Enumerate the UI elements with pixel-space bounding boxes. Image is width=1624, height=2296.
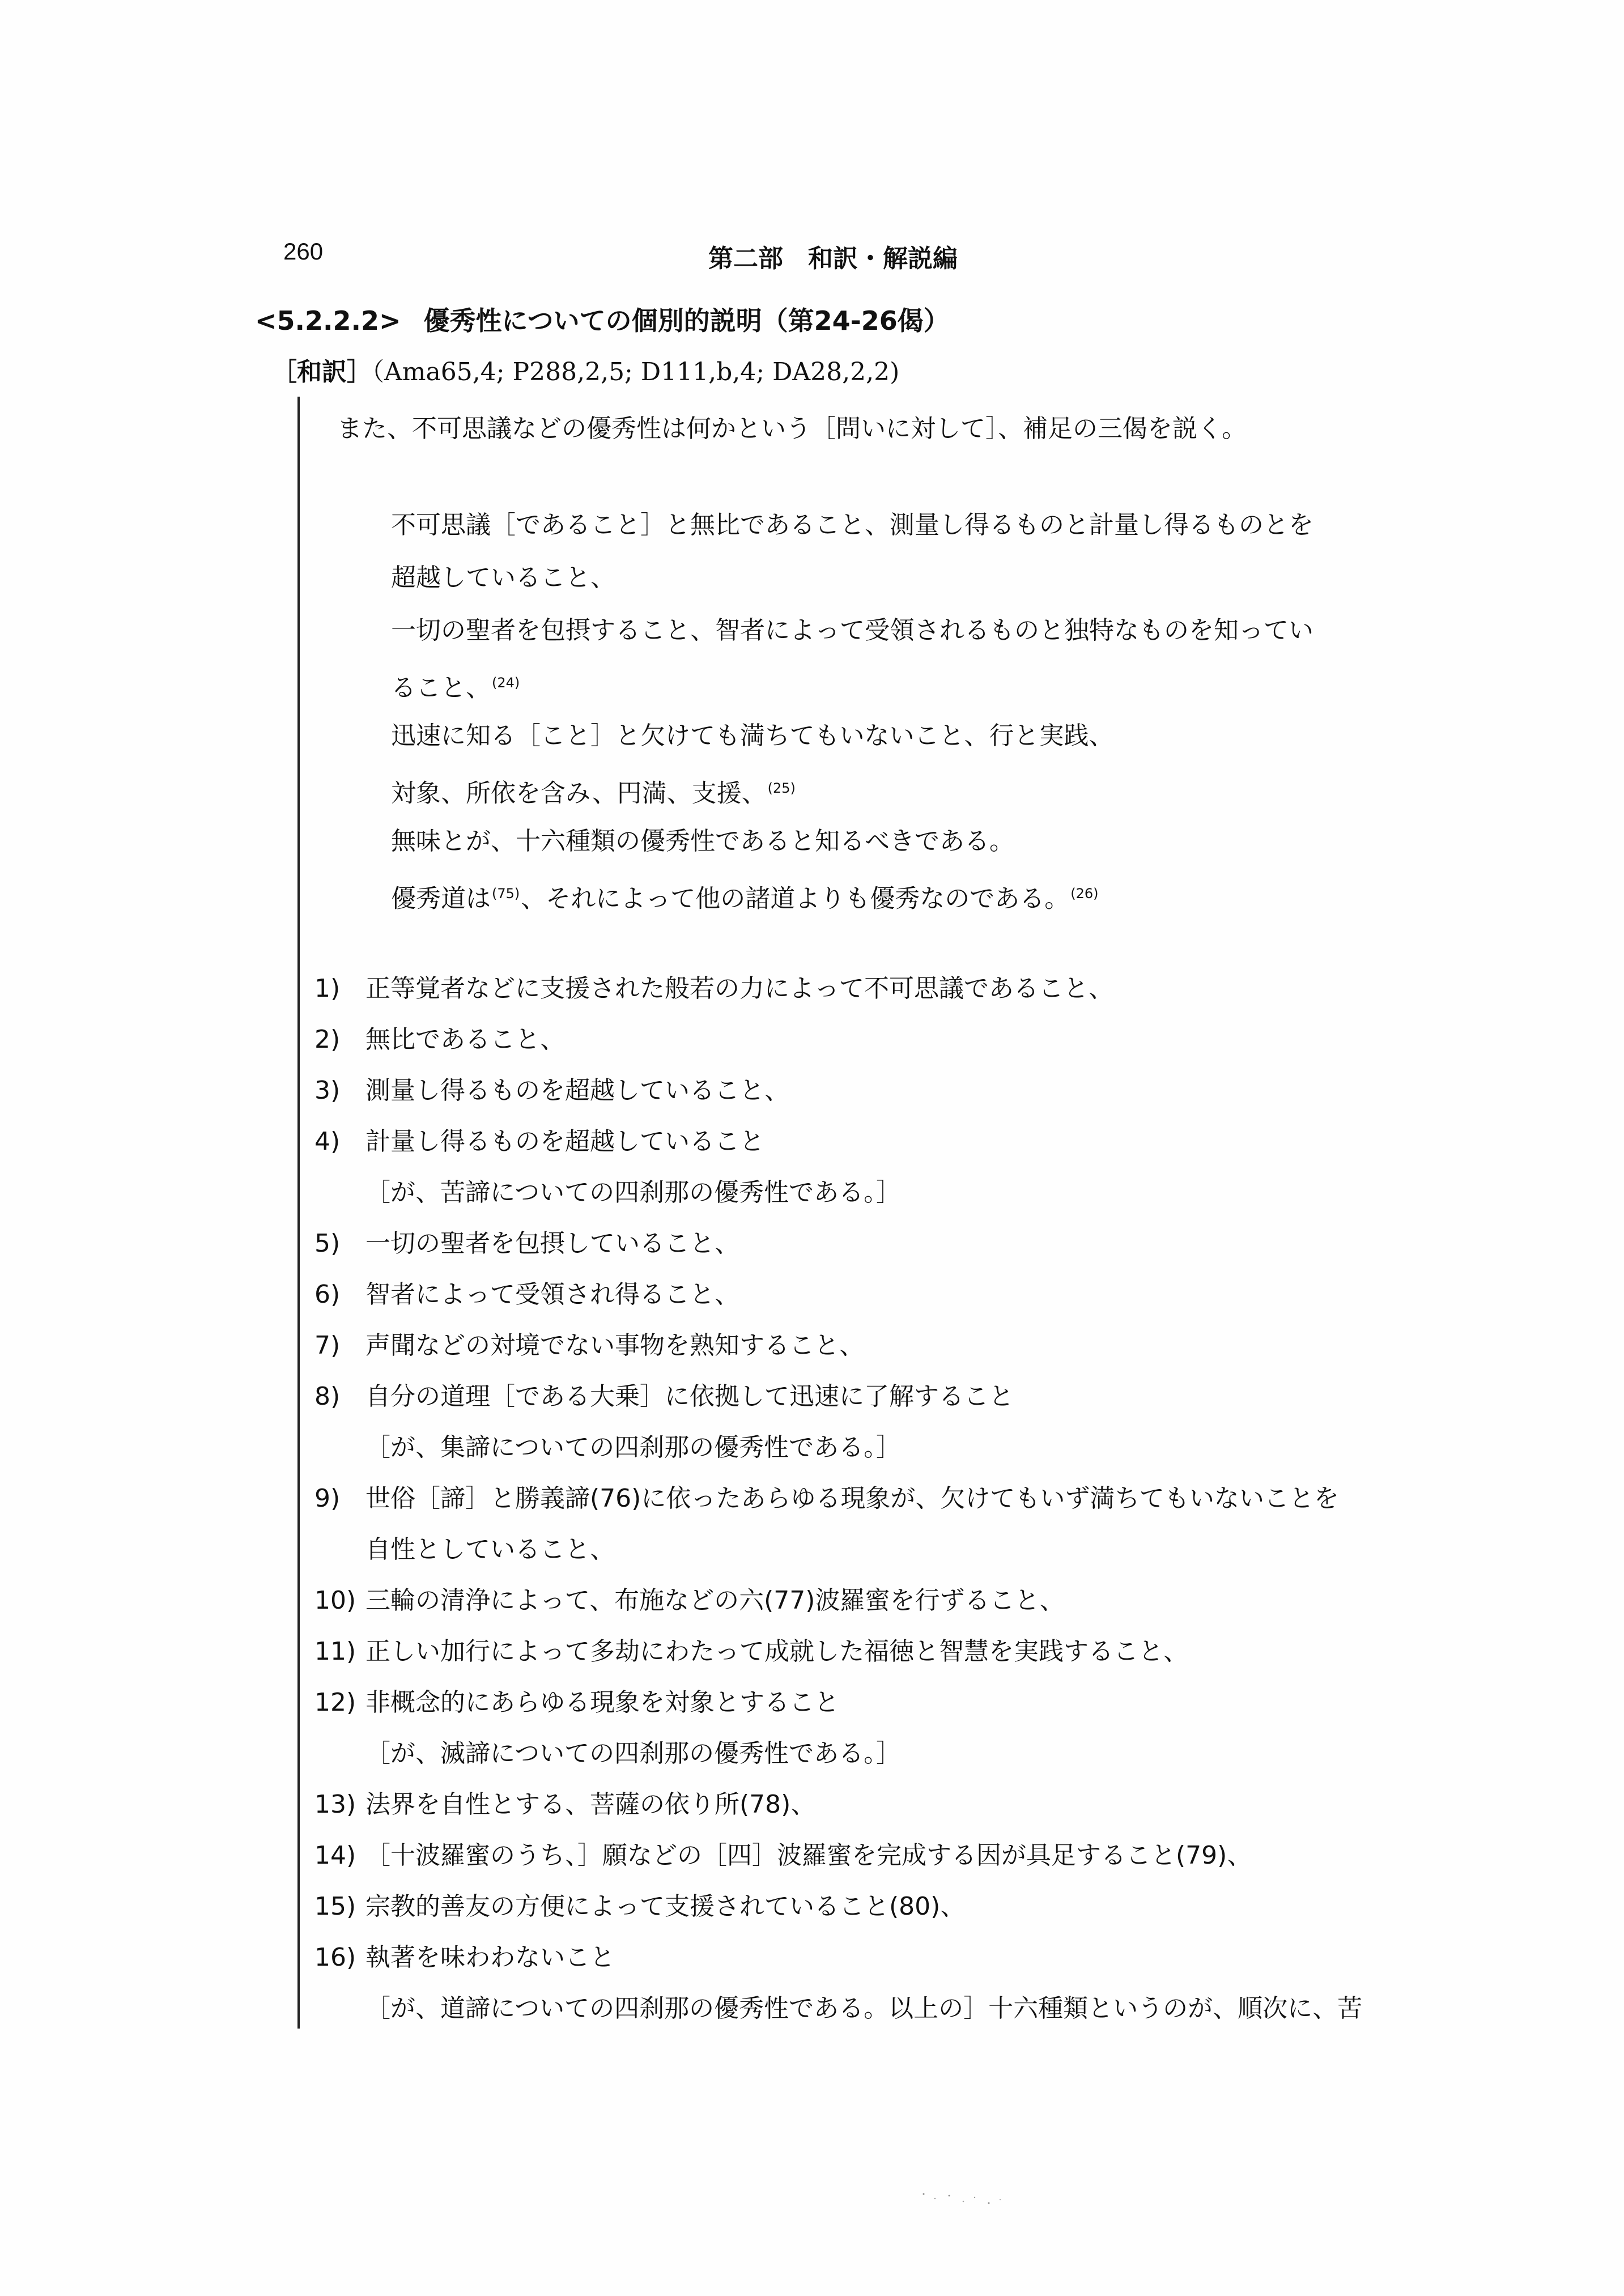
- list-number: 5): [314, 1229, 341, 1258]
- scan-noise: [918, 2187, 1009, 2210]
- list-item: [314, 1677, 1391, 1728]
- list-item: [314, 1371, 1391, 1422]
- verse-line: 不可思議［であること］と無比であること、測量し得るものと計量し得るものとを: [391, 511, 1313, 539]
- translation-tag: ［和訳］: [272, 358, 372, 386]
- list-item: [314, 1575, 1391, 1626]
- list-text: 測量し得るものを超越していること、: [365, 1076, 789, 1105]
- list-text: 世俗［諦］と勝義諦(76)に依ったあらゆる現象が、欠けてもいず満ちてもいないことを: [365, 1484, 1339, 1513]
- list-text: 執著を味わわないこと: [365, 1943, 615, 1972]
- list-text: 自分の道理［である大乗］に依拠して迅速に了解すること: [365, 1382, 1014, 1411]
- list-text: 法界を自性とする、菩薩の依り所(78)、: [365, 1790, 816, 1819]
- list-number: 13): [314, 1790, 356, 1819]
- verse-line: 優秀道は$^{(75)}$、それによって他の諸道よりも優秀なのである。$^{(26)}$: [391, 884, 1099, 913]
- list-item: [314, 1320, 1391, 1371]
- list-text: 宗教的善友の方便によって支援されていること(80)、: [365, 1892, 966, 1921]
- numbered-list: [314, 963, 1391, 2034]
- list-number: 3): [314, 1076, 341, 1105]
- list-number: 9): [314, 1484, 341, 1513]
- list-item: [314, 1728, 1391, 1779]
- verse-line: 迅速に知る［こと］と欠けても満ちてもいないこと、行と実践、: [391, 721, 1114, 750]
- page-number: 260: [283, 238, 324, 265]
- list-number: 4): [314, 1127, 341, 1156]
- list-text: 非概念的にあらゆる現象を対象とすること: [365, 1688, 839, 1717]
- section-number: <5.2.2.2>: [255, 305, 401, 336]
- translation-refs: （Ama65,4; P288,2,5; D111,b,4; DA28,2,2): [372, 358, 900, 386]
- intro-text: また、不可思議などの優秀性は何かという［問いに対して］、補足の三偈を説く。: [337, 414, 1247, 443]
- list-number: 1): [314, 974, 341, 1003]
- list-text: 計量し得るものを超越していること: [365, 1127, 764, 1156]
- list-number: 6): [314, 1280, 341, 1309]
- list-text: 無比であること、: [365, 1025, 565, 1054]
- verse-line: 超越していること、: [391, 563, 615, 592]
- list-number: 15): [314, 1892, 356, 1921]
- list-text: ［が、集諦についての四刹那の優秀性である。］: [365, 1433, 902, 1462]
- list-text: ［が、滅諦についての四刹那の優秀性である。］: [365, 1739, 902, 1768]
- list-text: 一切の聖者を包摂していること、: [365, 1229, 739, 1258]
- list-text: 智者によって受領され得ること、: [365, 1280, 739, 1309]
- section-title: 優秀性についての個別的説明（第24-26偈）: [423, 305, 950, 336]
- list-item: [314, 1626, 1391, 1677]
- verse-block: [391, 499, 1388, 920]
- list-text: 声聞などの対境でない事物を熟知すること、: [365, 1331, 864, 1360]
- verse-line: 無味とが、十六種類の優秀性であると知るべきである。: [391, 827, 1014, 856]
- note-marker: (75): [492, 886, 520, 902]
- list-item: [314, 1779, 1391, 1830]
- page-header: [283, 238, 1360, 283]
- translation-label: [272, 351, 899, 388]
- list-text: 三輪の清浄によって、布施などの六(77)波羅蜜を行ずること、: [365, 1586, 1065, 1615]
- list-item: [314, 1014, 1391, 1065]
- note-marker: (25): [767, 780, 796, 796]
- list-number: 7): [314, 1331, 341, 1360]
- verse-line: ること、$^{(24)}$: [391, 673, 520, 703]
- section-heading: [255, 300, 950, 338]
- margin-rule: [297, 397, 300, 2029]
- list-item: [314, 1830, 1391, 1881]
- list-text: 自性としていること、: [365, 1535, 615, 1564]
- list-text: 正等覚者などに支援された般若の力によって不可思議であること、: [365, 974, 1113, 1003]
- list-item: [314, 1167, 1391, 1218]
- list-number: 2): [314, 1025, 341, 1054]
- list-item: [314, 1524, 1391, 1575]
- list-item: [314, 963, 1391, 1014]
- list-text: 正しい加行によって多劫にわたって成就した福徳と智慧を実践すること、: [365, 1637, 1188, 1666]
- list-text: ［が、苦諦についての四刹那の優秀性である。］: [365, 1178, 902, 1207]
- list-item: [314, 1881, 1391, 1932]
- list-item: [314, 1218, 1391, 1269]
- list-number: 12): [314, 1688, 356, 1717]
- list-number: 14): [314, 1841, 356, 1870]
- note-marker: (26): [1070, 886, 1099, 902]
- verse-line: 対象、所依を含み、円満、支援、$^{(25)}$: [391, 779, 796, 808]
- list-item: [314, 1932, 1391, 1983]
- list-item: [314, 1269, 1391, 1320]
- list-item: [314, 1422, 1391, 1473]
- list-number: 11): [314, 1637, 356, 1666]
- list-item: [314, 1983, 1391, 2034]
- running-title: 第二部 和訳・解説編: [708, 244, 958, 273]
- note-marker: (24): [492, 675, 520, 691]
- list-item: [314, 1065, 1391, 1116]
- list-number: 8): [314, 1382, 341, 1411]
- verse-line: 一切の聖者を包摂すること、智者によって受領されるものと独特なものを知ってい: [391, 616, 1313, 645]
- list-text: ［十波羅蜜のうち、］願などの［四］波羅蜜を完成する因が具足すること(79)、: [365, 1841, 1252, 1870]
- list-number: 16): [314, 1943, 356, 1972]
- list-item: [314, 1473, 1391, 1524]
- list-number: 10): [314, 1586, 356, 1615]
- list-item: [314, 1116, 1391, 1167]
- list-text: ［が、道諦についての四刹那の優秀性である。以上の］十六種類というのが、順次に、苦: [365, 1994, 1363, 2023]
